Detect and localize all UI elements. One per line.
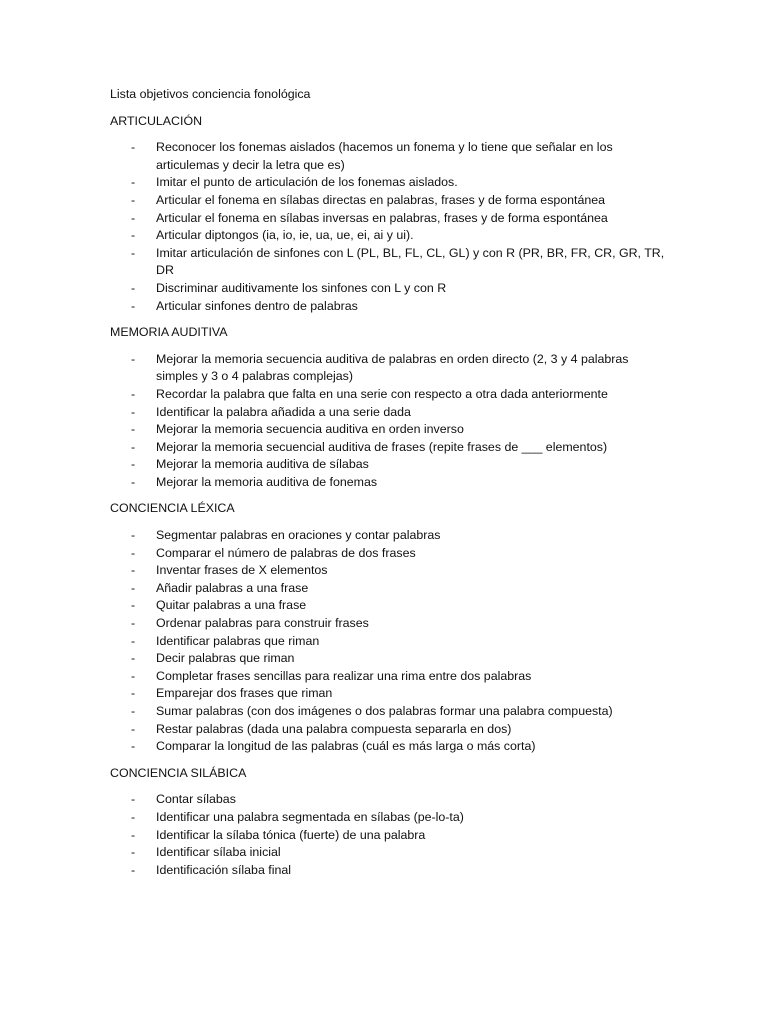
list-item-text: Contar sílabas bbox=[156, 792, 236, 807]
dash-bullet: - bbox=[131, 386, 136, 401]
list-item bbox=[110, 791, 670, 809]
objective-list bbox=[110, 791, 670, 879]
dash-bullet: - bbox=[131, 809, 136, 824]
list-item bbox=[110, 210, 670, 228]
section-heading: CONCIENCIA SILÁBICA bbox=[110, 765, 247, 780]
dash-bullet: - bbox=[131, 845, 136, 860]
list-item-text: Decir palabras que riman bbox=[156, 651, 295, 666]
objective-list bbox=[110, 351, 670, 492]
list-item bbox=[110, 439, 670, 457]
list-item bbox=[110, 809, 670, 827]
list-item bbox=[110, 298, 670, 316]
list-item-text: Inventar frases de X elementos bbox=[156, 563, 328, 578]
dash-bullet: - bbox=[131, 474, 136, 489]
objective-list bbox=[110, 527, 670, 756]
list-item bbox=[110, 685, 670, 703]
objective-list bbox=[110, 139, 670, 315]
list-item bbox=[110, 404, 670, 422]
list-item-text: Identificar la sílaba tónica (fuerte) de una palabra bbox=[156, 827, 426, 842]
dash-bullet: - bbox=[131, 598, 136, 613]
list-item-text: Mejorar la memoria secuencia auditiva de palabras en orden directo (2, 3 y 4 palabras simples y 3 o 4 palabras complejas) bbox=[156, 351, 629, 384]
dash-bullet: - bbox=[131, 862, 136, 877]
list-item-text: Segmentar palabras en oraciones y contar palabras bbox=[156, 528, 441, 543]
list-item-text: Articular el fonema en sílabas inversas en palabras, frases y de forma espontánea bbox=[156, 210, 608, 225]
dash-bullet: - bbox=[131, 686, 136, 701]
section bbox=[110, 500, 670, 755]
list-item bbox=[110, 650, 670, 668]
section-heading: CONCIENCIA LÉXICA bbox=[110, 501, 235, 516]
dash-bullet: - bbox=[131, 792, 136, 807]
list-item-text: Quitar palabras a una frase bbox=[156, 598, 307, 613]
list-item bbox=[110, 827, 670, 845]
list-item bbox=[110, 703, 670, 721]
list-item-text: Restar palabras (dada una palabra compuesta separarla en dos) bbox=[156, 721, 512, 736]
dash-bullet: - bbox=[131, 545, 136, 560]
section-heading: MEMORIA AUDITIVA bbox=[110, 325, 228, 340]
list-item bbox=[110, 633, 670, 651]
list-item-text: Recordar la palabra que falta en una serie con respecto a otra dada anteriormente bbox=[156, 386, 608, 401]
list-item bbox=[110, 615, 670, 633]
section-heading: ARTICULACIÓN bbox=[110, 113, 203, 128]
list-item-text: Identificación sílaba final bbox=[156, 862, 292, 877]
list-item-text: Discriminar auditivamente los sinfones con L y con R bbox=[156, 280, 447, 295]
dash-bullet: - bbox=[131, 721, 136, 736]
dash-bullet: - bbox=[131, 704, 136, 718]
dash-bullet: - bbox=[131, 210, 136, 225]
dash-bullet: - bbox=[131, 404, 136, 419]
dash-bullet: - bbox=[131, 192, 136, 207]
sections-container bbox=[110, 113, 670, 880]
section bbox=[110, 765, 670, 880]
dash-bullet: - bbox=[131, 827, 136, 842]
list-item bbox=[110, 738, 670, 756]
list-item-text: Comparar la longitud de las palabras (cuál es más larga o más corta) bbox=[156, 739, 536, 754]
list-item-text: Mejorar la memoria secuencia auditiva en orden inverso bbox=[156, 422, 464, 437]
list-item bbox=[110, 351, 670, 386]
list-item bbox=[110, 545, 670, 563]
list-item bbox=[110, 668, 670, 686]
dash-bullet: - bbox=[131, 563, 136, 578]
list-item bbox=[110, 562, 670, 580]
dash-bullet: - bbox=[131, 651, 136, 666]
dash-bullet: - bbox=[131, 245, 136, 260]
dash-bullet: - bbox=[131, 616, 136, 631]
dash-bullet: - bbox=[131, 633, 136, 648]
list-item bbox=[110, 844, 670, 862]
document-title: Lista objetivos conciencia fonológica bbox=[110, 87, 311, 101]
list-item-text: Articular sinfones dentro de palabras bbox=[156, 298, 358, 313]
list-item-text: Ordenar palabras para construir frases bbox=[156, 616, 369, 631]
list-item-text: Imitar el punto de articulación de los fonemas aislados. bbox=[156, 175, 458, 190]
dash-bullet: - bbox=[131, 228, 136, 243]
dash-bullet: - bbox=[131, 457, 136, 472]
dash-bullet: - bbox=[131, 668, 136, 683]
list-item-text: Identificar la palabra añadida a una serie dada bbox=[156, 404, 411, 419]
list-item bbox=[110, 245, 670, 280]
list-item bbox=[110, 421, 670, 439]
list-item-text: Imitar articulación de sinfones con L (PL, BL, FL, CL, GL) y con R (PR, BR, FR, CR, GR, TR, DR bbox=[156, 245, 665, 278]
list-item bbox=[110, 386, 670, 404]
list-item bbox=[110, 192, 670, 210]
list-item-text: Mejorar la memoria auditiva de sílabas bbox=[156, 457, 369, 472]
list-item-text: Emparejar dos frases que riman bbox=[156, 686, 333, 701]
section bbox=[110, 324, 670, 491]
list-item bbox=[110, 474, 670, 492]
list-item-text: Añadir palabras a una frase bbox=[156, 580, 309, 595]
list-item-text: Reconocer los fonemas aislados (hacemos un fonema y lo tiene que señalar en los articulemas y decir la letra que es) bbox=[156, 140, 613, 172]
list-item-text: Identificar sílaba inicial bbox=[156, 845, 281, 860]
list-item-text: Completar frases sencillas para realizar una rima entre dos palabras bbox=[156, 668, 532, 683]
list-item bbox=[110, 580, 670, 598]
list-item bbox=[110, 597, 670, 615]
list-item bbox=[110, 174, 670, 192]
list-item-text: Identificar una palabra segmentada en sílabas (pe-lo-ta) bbox=[156, 809, 464, 824]
document-body bbox=[110, 86, 670, 888]
dash-bullet: - bbox=[131, 298, 136, 313]
dash-bullet: - bbox=[131, 280, 136, 295]
list-item bbox=[110, 862, 670, 880]
list-item-text: Mejorar la memoria secuencial auditiva de frases (repite frases de ___ elementos) bbox=[156, 439, 608, 454]
list-item bbox=[110, 280, 670, 298]
section bbox=[110, 113, 670, 316]
dash-bullet: - bbox=[131, 528, 136, 543]
list-item-text: Articular diptongos (ia, io, ie, ua, ue, ei, ai y ui). bbox=[156, 228, 414, 243]
list-item-text: Sumar palabras (con dos imágenes o dos palabras formar una palabra compuesta) bbox=[156, 704, 613, 718]
list-item bbox=[110, 456, 670, 474]
list-item bbox=[110, 721, 670, 739]
dash-bullet: - bbox=[131, 140, 136, 155]
list-item bbox=[110, 527, 670, 545]
list-item-text: Mejorar la memoria auditiva de fonemas bbox=[156, 474, 378, 489]
dash-bullet: - bbox=[131, 422, 136, 437]
list-item-text: Articular el fonema en sílabas directas en palabras, frases y de forma espontánea bbox=[156, 192, 606, 207]
dash-bullet: - bbox=[131, 739, 136, 754]
dash-bullet: - bbox=[131, 175, 136, 190]
dash-bullet: - bbox=[131, 351, 136, 366]
dash-bullet: - bbox=[131, 580, 136, 595]
list-item bbox=[110, 139, 670, 174]
list-item bbox=[110, 227, 670, 245]
dash-bullet: - bbox=[131, 439, 136, 454]
list-item-text: Comparar el número de palabras de dos frases bbox=[156, 545, 416, 560]
list-item-text: Identificar palabras que riman bbox=[156, 633, 320, 648]
